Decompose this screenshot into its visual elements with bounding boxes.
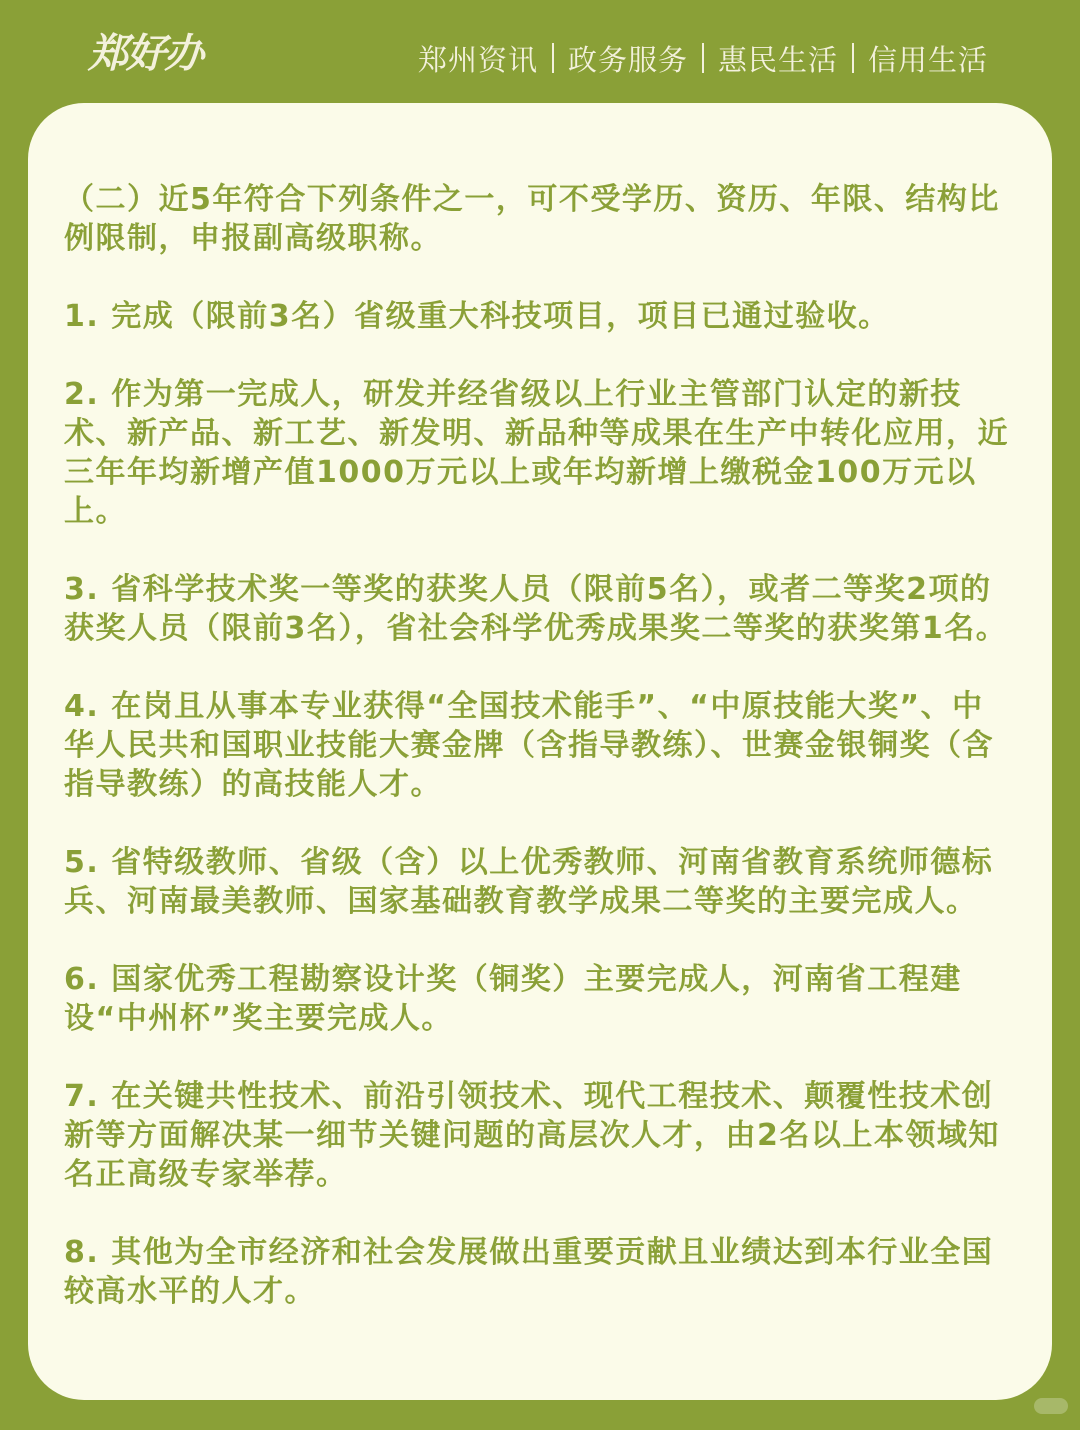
list-item: 5. 省特级教师、省级（含）以上优秀教师、河南省教育系统师德标兵、河南最美教师、国家基础教育教学成果二等奖的主要完成人。 <box>64 845 994 919</box>
content-card <box>28 103 1052 1400</box>
list-item: 8. 其他为全市经济和社会发展做出重要贡献且业绩达到本行业全国较高水平的人才。 <box>64 1235 994 1309</box>
header <box>0 0 1080 110</box>
header-nav <box>418 36 988 80</box>
nav-item-credit-life[interactable]: 信用生活 <box>867 42 988 77</box>
list-item: 6. 国家优秀工程勘察设计奖（铜奖）主要完成人，河南省工程建设“中州杯”奖主要完成人。 <box>64 962 962 1036</box>
nav-divider <box>552 43 554 73</box>
watermark-icon <box>1034 1398 1068 1414</box>
list-item: 4. 在岗且从事本专业获得“全国技术能手”、“中原技能大奖”、中华人民共和国职业技能大赛金牌（含指导教练）、世赛金银铜奖（含指导教练）的高技能人才。 <box>64 689 994 802</box>
nav-divider <box>852 43 854 73</box>
nav-item-public-life[interactable]: 惠民生活 <box>717 42 838 77</box>
nav-item-government-services[interactable]: 政务服务 <box>567 42 688 77</box>
list-item: 1. 完成（限前3名）省级重大科技项目，项目已通过验收。 <box>64 299 890 334</box>
intro-paragraph: （二）近5年符合下列条件之一，可不受学历、资历、年限、结构比例限制，申报副高级职称。 <box>64 182 1000 256</box>
list-item: 2. 作为第一完成人，研发并经省级以上行业主管部门认定的新技术、新产品、新工艺、新发明、新品种等成果在生产中转化应用，近三年年均新增产值1000万元以上或年均新增上缴税金100万元以上。 <box>64 377 1009 529</box>
logo: 郑好办 <box>88 30 202 77</box>
list-item: 7. 在关键共性技术、前沿引领技术、现代工程技术、颠覆性技术创新等方面解决某一细节关键问题的高层次人才，由2名以上本领域知名正高级专家举荐。 <box>64 1079 1000 1192</box>
nav-item-zhengzhou-news[interactable]: 郑州资讯 <box>417 42 538 77</box>
article-body <box>64 180 1014 1350</box>
list-item: 3. 省科学技术奖一等奖的获奖人员（限前5名），或者二等奖2项的获奖人员（限前3名），省社会科学优秀成果奖二等奖的获奖第1名。 <box>64 572 1008 646</box>
nav-divider <box>702 43 704 73</box>
